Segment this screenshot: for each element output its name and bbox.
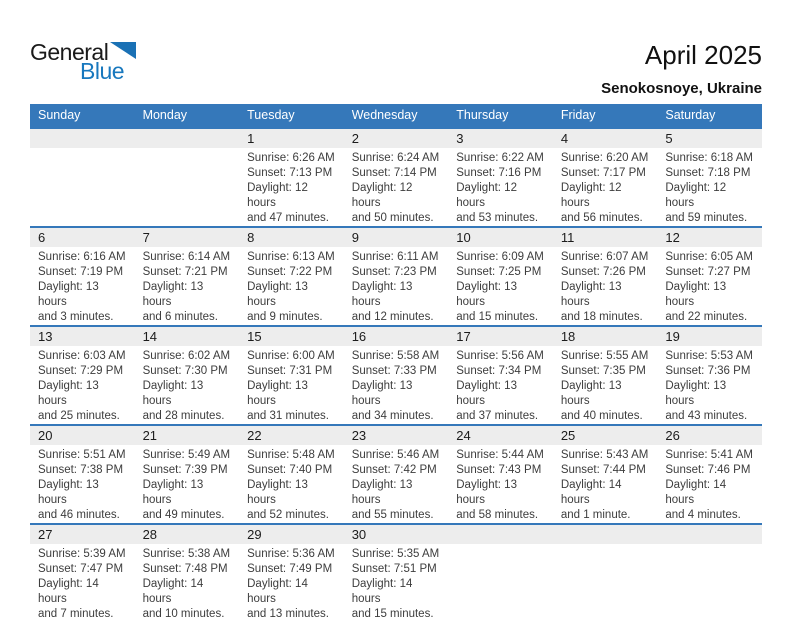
- detail-line: Daylight: 14 hours: [247, 578, 308, 605]
- day-number-strip: [239, 228, 344, 247]
- detail-line: Sunrise: 6:02 AM: [142, 350, 231, 362]
- detail-line: Sunrise: 6:24 AM: [351, 152, 440, 164]
- day-cell-30: [344, 524, 449, 622]
- detail-line: Sunset: 7:36 PM: [665, 365, 751, 377]
- detail-line: and 59 minutes.: [665, 212, 748, 224]
- day-cell-3: [448, 128, 553, 227]
- detail-line: Sunset: 7:33 PM: [351, 365, 437, 377]
- day-cell-6: [30, 227, 135, 326]
- day-cell-2: [344, 128, 449, 227]
- weekday-header-saturday: Saturday: [657, 104, 762, 128]
- day-cell-21: [135, 425, 240, 524]
- day-number: 7: [142, 230, 150, 245]
- detail-line: Sunset: 7:49 PM: [247, 563, 333, 575]
- weekday-header-thursday: Thursday: [448, 104, 553, 128]
- detail-line: and 31 minutes.: [247, 410, 329, 422]
- detail-line: Sunrise: 6:18 AM: [665, 152, 753, 164]
- detail-line: Sunrise: 5:56 AM: [456, 350, 544, 362]
- detail-line: Daylight: 13 hours: [665, 380, 727, 407]
- day-details: [344, 247, 449, 325]
- detail-line: and 58 minutes.: [456, 509, 539, 521]
- detail-line: Daylight: 13 hours: [38, 380, 99, 407]
- detail-line: Sunset: 7:19 PM: [38, 266, 124, 278]
- detail-line: Sunrise: 6:26 AM: [247, 152, 335, 164]
- detail-line: Sunset: 7:13 PM: [247, 167, 333, 179]
- day-cell-9: [344, 227, 449, 326]
- day-number-strip: [30, 525, 135, 544]
- detail-line: Sunset: 7:38 PM: [38, 464, 124, 476]
- day-cell-19: [657, 326, 762, 425]
- day-number-strip: [657, 228, 762, 247]
- detail-line: Sunset: 7:51 PM: [351, 563, 437, 575]
- detail-line: Sunset: 7:16 PM: [456, 167, 542, 179]
- empty-day-cell: [135, 128, 240, 227]
- day-number-strip: [657, 525, 762, 544]
- day-number: 12: [665, 230, 680, 245]
- detail-line: Sunset: 7:26 PM: [560, 266, 646, 278]
- day-cell-20: [30, 425, 135, 524]
- empty-day-cell: [30, 128, 135, 227]
- day-details: [239, 148, 344, 226]
- detail-line: Sunset: 7:14 PM: [351, 167, 437, 179]
- day-number: 29: [247, 527, 262, 542]
- detail-line: Sunrise: 6:03 AM: [38, 350, 126, 362]
- detail-line: Daylight: 12 hours: [560, 182, 622, 209]
- detail-line: Daylight: 13 hours: [142, 380, 204, 407]
- day-number-strip: [448, 426, 553, 445]
- detail-line: Daylight: 13 hours: [456, 380, 517, 407]
- day-details: [239, 247, 344, 325]
- day-number-strip: [448, 129, 553, 148]
- logo-text-general: General: [30, 39, 109, 65]
- day-details: [135, 544, 240, 622]
- day-number-strip: [239, 129, 344, 148]
- detail-line: Sunrise: 5:53 AM: [665, 350, 753, 362]
- week-row-1: [30, 128, 762, 227]
- detail-line: Sunset: 7:17 PM: [560, 167, 646, 179]
- week-row-3: [30, 326, 762, 425]
- detail-line: Daylight: 13 hours: [38, 479, 99, 506]
- day-number: 23: [351, 428, 367, 443]
- month-title: April 2025: [644, 40, 762, 70]
- detail-line: Sunrise: 6:00 AM: [247, 350, 335, 362]
- detail-line: and 4 minutes.: [665, 509, 741, 521]
- day-details: [448, 346, 553, 424]
- day-number: 11: [560, 230, 575, 245]
- day-details: [344, 148, 449, 226]
- detail-line: Sunset: 7:47 PM: [38, 563, 124, 575]
- day-number: 13: [38, 329, 53, 344]
- detail-line: and 3 minutes.: [38, 311, 114, 323]
- detail-line: Sunset: 7:43 PM: [456, 464, 542, 476]
- detail-line: Sunrise: 5:38 AM: [142, 548, 231, 560]
- day-cell-29: [239, 524, 344, 622]
- detail-line: Sunset: 7:46 PM: [665, 464, 751, 476]
- day-number-strip: [239, 525, 344, 544]
- day-details: [30, 247, 135, 325]
- detail-line: Sunrise: 6:05 AM: [665, 251, 753, 263]
- day-cell-16: [344, 326, 449, 425]
- day-details: [448, 247, 553, 325]
- detail-line: and 40 minutes.: [560, 410, 643, 422]
- detail-line: Daylight: 13 hours: [351, 281, 413, 308]
- week-row-5: [30, 524, 762, 622]
- empty-day-cell: [657, 524, 762, 622]
- day-number: 25: [560, 428, 576, 443]
- day-number-strip: [657, 129, 762, 148]
- detail-line: and 52 minutes.: [247, 509, 329, 521]
- detail-line: Sunset: 7:30 PM: [142, 365, 228, 377]
- detail-line: and 34 minutes.: [351, 410, 434, 422]
- day-details: [553, 148, 658, 226]
- day-number: 8: [247, 230, 255, 245]
- day-number-strip: [135, 228, 240, 247]
- day-number-strip: [135, 327, 240, 346]
- day-details: [553, 346, 658, 424]
- detail-line: Sunrise: 6:14 AM: [142, 251, 231, 263]
- detail-line: and 37 minutes.: [456, 410, 539, 422]
- day-number-strip: [344, 228, 449, 247]
- day-details: [448, 445, 553, 523]
- weekday-header-friday: Friday: [553, 104, 658, 128]
- calendar-table: [30, 104, 762, 622]
- day-details: [344, 346, 449, 424]
- logo-text-blue: Blue: [80, 58, 125, 84]
- detail-line: Daylight: 12 hours: [351, 182, 413, 209]
- detail-line: Daylight: 12 hours: [665, 182, 727, 209]
- detail-line: Daylight: 13 hours: [38, 281, 99, 308]
- detail-line: Daylight: 13 hours: [142, 479, 204, 506]
- day-details: [448, 148, 553, 226]
- day-details: [239, 544, 344, 622]
- detail-line: Sunset: 7:40 PM: [247, 464, 333, 476]
- day-cell-27: [30, 524, 135, 622]
- detail-line: Daylight: 13 hours: [247, 380, 308, 407]
- detail-line: Sunset: 7:29 PM: [38, 365, 124, 377]
- detail-line: Sunrise: 5:46 AM: [351, 449, 440, 461]
- day-number: 26: [665, 428, 680, 443]
- day-number: 6: [38, 230, 46, 245]
- day-cell-28: [135, 524, 240, 622]
- detail-line: and 49 minutes.: [142, 509, 225, 521]
- detail-line: Daylight: 13 hours: [247, 479, 308, 506]
- detail-line: and 18 minutes.: [560, 311, 643, 323]
- detail-line: Sunset: 7:23 PM: [351, 266, 437, 278]
- detail-line: Sunset: 7:22 PM: [247, 266, 333, 278]
- detail-line: and 25 minutes.: [38, 410, 120, 422]
- day-number: 30: [351, 527, 367, 542]
- day-cell-8: [239, 227, 344, 326]
- day-number-strip: [135, 525, 240, 544]
- day-details: [30, 346, 135, 424]
- detail-line: and 15 minutes.: [456, 311, 539, 323]
- day-cell-10: [448, 227, 553, 326]
- detail-line: Sunset: 7:35 PM: [560, 365, 646, 377]
- empty-day-cell: [553, 524, 658, 622]
- day-number: 27: [38, 527, 53, 542]
- detail-line: Daylight: 13 hours: [456, 281, 517, 308]
- day-details: [553, 247, 658, 325]
- detail-line: Sunset: 7:18 PM: [665, 167, 751, 179]
- detail-line: Sunrise: 6:13 AM: [247, 251, 335, 263]
- detail-line: Daylight: 13 hours: [351, 479, 413, 506]
- detail-line: Daylight: 14 hours: [38, 578, 99, 605]
- detail-line: Sunrise: 5:41 AM: [665, 449, 753, 461]
- header-titles: [601, 40, 762, 97]
- detail-line: Sunrise: 6:22 AM: [456, 152, 544, 164]
- detail-line: Sunset: 7:27 PM: [665, 266, 751, 278]
- day-number: 21: [142, 428, 158, 443]
- day-cell-14: [135, 326, 240, 425]
- day-number-strip: [448, 525, 553, 544]
- day-cell-5: [657, 128, 762, 227]
- empty-day-cell: [448, 524, 553, 622]
- day-number-strip: [553, 426, 658, 445]
- day-number-strip: [344, 525, 449, 544]
- day-details: [239, 346, 344, 424]
- detail-line: Daylight: 12 hours: [247, 182, 308, 209]
- detail-line: Sunrise: 5:36 AM: [247, 548, 335, 560]
- day-cell-23: [344, 425, 449, 524]
- day-cell-7: [135, 227, 240, 326]
- day-number-strip: [657, 327, 762, 346]
- day-number-strip: [448, 327, 553, 346]
- day-number: 22: [247, 428, 262, 443]
- detail-line: Sunset: 7:42 PM: [351, 464, 437, 476]
- detail-line: Sunrise: 6:11 AM: [351, 251, 439, 263]
- detail-line: Daylight: 13 hours: [351, 380, 413, 407]
- day-number: 2: [351, 131, 359, 146]
- day-number: 14: [142, 329, 158, 344]
- day-number-strip: [239, 426, 344, 445]
- detail-line: Daylight: 13 hours: [456, 479, 517, 506]
- day-number-strip: [657, 426, 762, 445]
- detail-line: Daylight: 14 hours: [560, 479, 622, 506]
- day-details: [344, 445, 449, 523]
- detail-line: Sunrise: 5:43 AM: [560, 449, 649, 461]
- detail-line: and 53 minutes.: [456, 212, 539, 224]
- day-number: 9: [351, 230, 359, 245]
- day-number-strip: [30, 129, 135, 148]
- detail-line: Sunset: 7:25 PM: [456, 266, 542, 278]
- day-number: 18: [560, 329, 576, 344]
- day-details: [657, 346, 762, 424]
- day-cell-26: [657, 425, 762, 524]
- day-number: 28: [142, 527, 158, 542]
- weekday-header-tuesday: Tuesday: [239, 104, 344, 128]
- weekday-header-sunday: Sunday: [30, 104, 135, 128]
- day-details: [344, 544, 449, 622]
- day-cell-12: [657, 227, 762, 326]
- detail-line: Sunrise: 5:55 AM: [560, 350, 649, 362]
- day-number: 3: [456, 131, 464, 146]
- detail-line: Daylight: 12 hours: [456, 182, 517, 209]
- general-blue-logo: [30, 39, 136, 85]
- day-number-strip: [344, 426, 449, 445]
- day-details: [657, 445, 762, 523]
- detail-line: Sunset: 7:39 PM: [142, 464, 228, 476]
- detail-line: and 12 minutes.: [351, 311, 434, 323]
- day-number: 19: [665, 329, 680, 344]
- day-details: [30, 544, 135, 622]
- day-number: 16: [351, 329, 367, 344]
- detail-line: Sunrise: 5:49 AM: [142, 449, 231, 461]
- day-cell-25: [553, 425, 658, 524]
- day-cell-13: [30, 326, 135, 425]
- detail-line: Sunrise: 6:16 AM: [38, 251, 126, 263]
- day-details: [657, 247, 762, 325]
- detail-line: and 28 minutes.: [142, 410, 225, 422]
- day-number: 5: [665, 131, 673, 146]
- detail-line: Sunrise: 6:07 AM: [560, 251, 649, 263]
- day-details: [135, 247, 240, 325]
- detail-line: and 6 minutes.: [142, 311, 218, 323]
- detail-line: Sunrise: 5:51 AM: [38, 449, 126, 461]
- day-number-strip: [553, 327, 658, 346]
- detail-line: and 1 minute.: [560, 509, 631, 521]
- detail-line: Daylight: 13 hours: [560, 281, 622, 308]
- weekday-header-wednesday: Wednesday: [344, 104, 449, 128]
- location-subtitle: Senokosnoye, Ukraine: [601, 80, 762, 97]
- detail-line: Daylight: 13 hours: [665, 281, 727, 308]
- day-cell-22: [239, 425, 344, 524]
- detail-line: Daylight: 13 hours: [560, 380, 622, 407]
- day-details: [135, 445, 240, 523]
- detail-line: and 15 minutes.: [351, 608, 434, 620]
- detail-line: Daylight: 13 hours: [247, 281, 308, 308]
- detail-line: Sunset: 7:48 PM: [142, 563, 228, 575]
- detail-line: Sunrise: 5:48 AM: [247, 449, 335, 461]
- detail-line: Sunrise: 5:44 AM: [456, 449, 544, 461]
- day-details: [239, 445, 344, 523]
- day-details: [135, 346, 240, 424]
- detail-line: and 47 minutes.: [247, 212, 329, 224]
- day-number: 20: [38, 428, 53, 443]
- day-number-strip: [30, 327, 135, 346]
- day-cell-18: [553, 326, 658, 425]
- detail-line: and 43 minutes.: [665, 410, 748, 422]
- detail-line: Sunset: 7:34 PM: [456, 365, 542, 377]
- detail-line: and 22 minutes.: [665, 311, 748, 323]
- day-number-strip: [344, 327, 449, 346]
- detail-line: Sunrise: 6:09 AM: [456, 251, 544, 263]
- day-number-strip: [135, 129, 240, 148]
- day-number-strip: [135, 426, 240, 445]
- day-cell-15: [239, 326, 344, 425]
- day-cell-17: [448, 326, 553, 425]
- day-number-strip: [30, 228, 135, 247]
- detail-line: and 13 minutes.: [247, 608, 329, 620]
- day-details: [553, 445, 658, 523]
- detail-line: Sunrise: 6:20 AM: [560, 152, 649, 164]
- detail-line: Sunrise: 5:35 AM: [351, 548, 440, 560]
- detail-line: and 56 minutes.: [560, 212, 643, 224]
- week-row-2: [30, 227, 762, 326]
- day-details: [30, 445, 135, 523]
- day-number-strip: [553, 129, 658, 148]
- detail-line: Daylight: 14 hours: [351, 578, 413, 605]
- detail-line: and 55 minutes.: [351, 509, 434, 521]
- day-number-strip: [553, 525, 658, 544]
- detail-line: Daylight: 13 hours: [142, 281, 204, 308]
- day-number: 10: [456, 230, 471, 245]
- weekday-header-monday: Monday: [135, 104, 240, 128]
- day-number-strip: [553, 228, 658, 247]
- day-number-strip: [30, 426, 135, 445]
- day-number: 15: [247, 329, 262, 344]
- detail-line: Daylight: 14 hours: [142, 578, 204, 605]
- detail-line: Sunrise: 5:58 AM: [351, 350, 440, 362]
- detail-line: and 10 minutes.: [142, 608, 225, 620]
- day-cell-11: [553, 227, 658, 326]
- day-number: 1: [247, 131, 255, 146]
- day-number-strip: [344, 129, 449, 148]
- detail-line: and 9 minutes.: [247, 311, 323, 323]
- day-number: 4: [560, 131, 569, 146]
- detail-line: and 7 minutes.: [38, 608, 114, 620]
- detail-line: and 50 minutes.: [351, 212, 434, 224]
- day-number-strip: [448, 228, 553, 247]
- detail-line: and 46 minutes.: [38, 509, 120, 521]
- day-cell-4: [553, 128, 658, 227]
- detail-line: Sunset: 7:21 PM: [142, 266, 228, 278]
- day-cell-24: [448, 425, 553, 524]
- day-details: [657, 148, 762, 226]
- detail-line: Sunset: 7:44 PM: [560, 464, 646, 476]
- week-row-4: [30, 425, 762, 524]
- weekday-header-row: [30, 104, 762, 128]
- day-number-strip: [239, 327, 344, 346]
- detail-line: Daylight: 14 hours: [665, 479, 727, 506]
- detail-line: Sunrise: 5:39 AM: [38, 548, 126, 560]
- detail-line: Sunset: 7:31 PM: [247, 365, 333, 377]
- day-number: 24: [456, 428, 471, 443]
- day-number: 17: [456, 329, 471, 344]
- day-cell-1: [239, 128, 344, 227]
